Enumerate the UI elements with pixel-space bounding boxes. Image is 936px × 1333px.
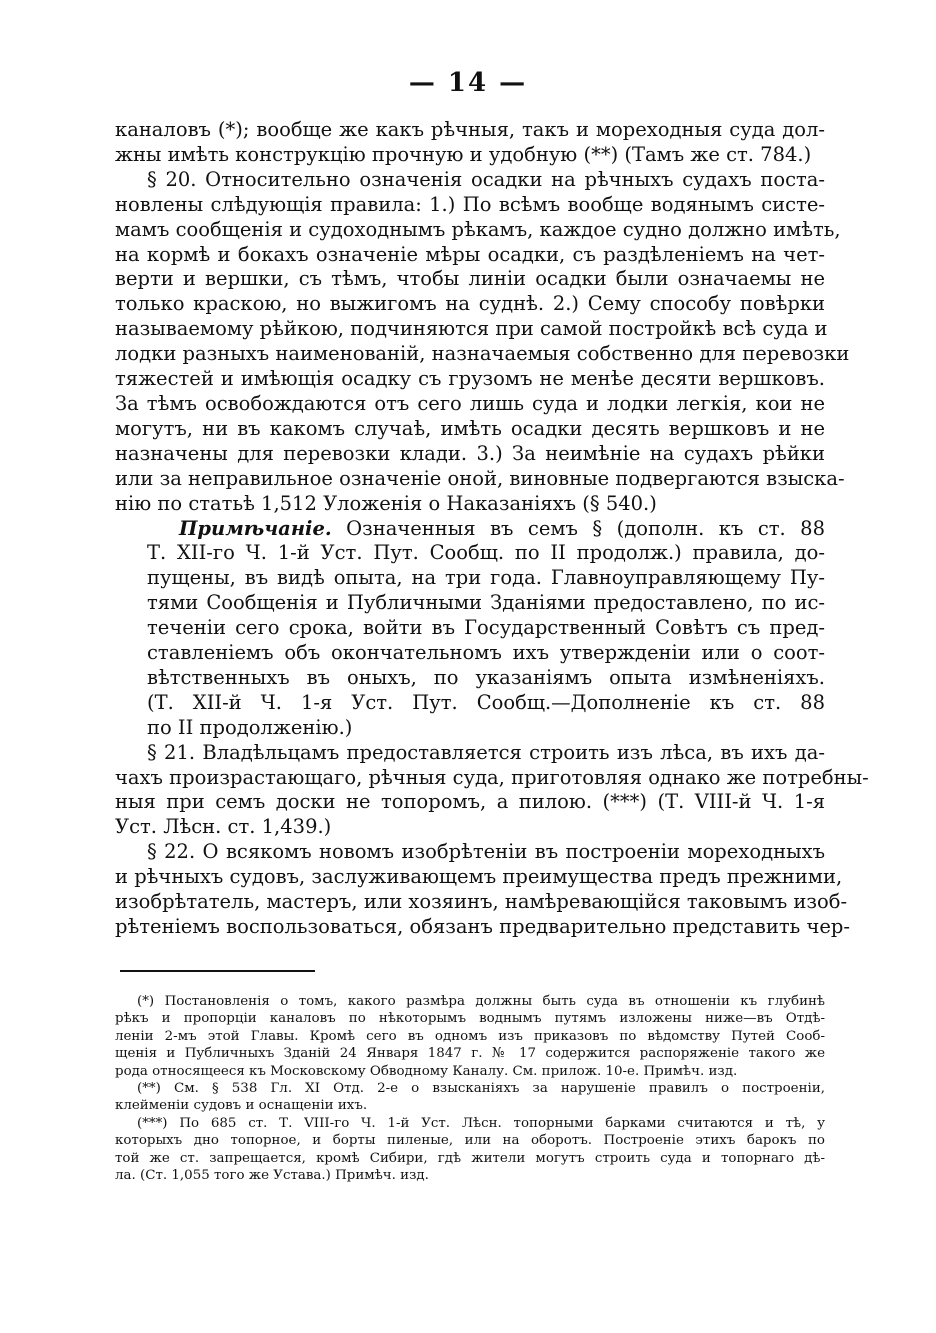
- text-line: каналовъ (*); вообще же какъ рѣчныя, такъ и мореходныя суда дол-: [115, 118, 825, 141]
- footnote-line: рода относящееся къ Московскому Обводному Каналу. См. прилож. 10-е. Примѣч. изд.: [115, 1063, 738, 1079]
- text-line: § 21. Владѣльцамъ предоставляется строить изъ лѣса, въ ихъ да-: [147, 740, 825, 764]
- text-line: ныя при семъ доски не топоромъ, а пилою. (***) (Т. VIII-й Ч. 1-я: [115, 790, 825, 814]
- note-first-line: Означенныя въ семъ § (дополн. къ ст. 88: [346, 516, 825, 540]
- text-line: новлены слѣдующія правила: 1.) По всѣмъ вообще водянымъ систе-: [115, 192, 825, 216]
- text-line: (Т. XII-й Ч. 1-я Уст. Пут. Сообщ.—Дополненіе къ ст. 88: [147, 690, 825, 714]
- footnote-separator: [120, 970, 315, 972]
- main-text: [115, 118, 869, 940]
- footnote-line: ла. (Ст. 1,055 того же Устава.) Примѣч. изд.: [115, 1168, 429, 1184]
- paragraph-continuation: [115, 118, 825, 168]
- note-block: [115, 517, 825, 741]
- footnote-line: щенія и Публичныхъ Зданій 24 Января 1847 г. № 17 содержится распоряженіе такого же: [115, 1046, 825, 1062]
- text-line: нію по статьѣ 1,512 Уложенія о Наказаніяхъ (§ 540.): [115, 491, 657, 515]
- text-line: тями Сообщенія и Публичными Зданіями предоставлено, по ис-: [147, 591, 825, 615]
- text-line: § 20. Относительно означенія осадки на рѣчныхъ судахъ поста-: [147, 167, 825, 191]
- text-line: изобрѣтатель, мастеръ, или хозяинъ, намѣревающійся таковымъ изоб-: [115, 890, 848, 914]
- text-line: на кормѣ и бокахъ означеніе мѣры осадки, съ раздѣленіемъ на чет-: [115, 242, 825, 266]
- text-line: Уст. Лѣсн. ст. 1,439.): [115, 815, 332, 839]
- footnote-2: [115, 1080, 825, 1115]
- text-line: пущены, въ видѣ опыта, на три года. Главноуправляющему Пу-: [147, 566, 825, 590]
- text-line: жны имѣть конструкцію прочную и удобную (**) (Тамъ же ст. 784.): [115, 142, 812, 166]
- footnote-line: рѣкъ и пропорціи каналовъ по нѣкоторымъ воднымъ путямъ изложены ниже—въ Отдѣ-: [115, 1011, 825, 1027]
- footnote-line: клейменіи судовъ и оснащеніи ихъ.: [115, 1098, 368, 1114]
- footnote-line: той же ст. запрещается, кромѣ Сибири, гдѣ жители могутъ строить суда и топорнаго дѣ-: [115, 1150, 825, 1166]
- footnote-line: которыхъ дно топорное, и борты пиленые, или на оборотъ. Построеніе этихъ барокъ по: [115, 1133, 825, 1149]
- text-line: лодки разныхъ наименованій, назначаемыя собственно для перевозки: [115, 342, 850, 366]
- footnote-line: (**) См. § 538 Гл. XI Отд. 2-е о взысканіяхъ за нарушеніе правилъ о построеніи,: [137, 1081, 825, 1097]
- paragraph-21: [115, 740, 869, 841]
- text-line: верти и вершки, съ тѣмъ, чтобы линіи осадки были означаемы не: [115, 267, 825, 291]
- paragraph-20: [115, 167, 850, 517]
- text-line: тяжестей и имѣющія осадку съ грузомъ не менѣе десяти вершковъ.: [115, 367, 825, 391]
- text-line: вѣтственныхъ въ оныхъ, по указаніямъ опыта измѣненіяхъ.: [147, 665, 825, 689]
- footnote-line: (*) Постановленія о томъ, какого размѣра должны быть суда въ отношеніи къ глубинѣ: [137, 994, 825, 1009]
- text-line: мамъ сообщенія и судоходнымъ рѣкамъ, каждое судно должно имѣть,: [115, 217, 841, 241]
- text-line: называемому рѣйкою, подчиняются при самой постройкѣ всѣ суда и: [115, 317, 828, 341]
- footnote-line: (***) По 685 ст. Т. VIII-го Ч. 1-й Уст. Лѣсн. топорными барками считаются и тѣ, у: [137, 1115, 825, 1131]
- page-number: — 14 —: [408, 68, 528, 98]
- text-line: теченіи сего срока, войти въ Государственный Совѣтъ съ пред-: [147, 616, 825, 640]
- text-line: ставленіемъ объ окончательномъ ихъ утвержденіи или о соот-: [147, 641, 825, 665]
- text-line: чахъ произрастающаго, рѣчныя суда, приготовляя однако же потребны-: [115, 765, 869, 789]
- text-line: назначены для перевозки клади. 3.) За неимѣніе на судахъ рѣйки: [115, 441, 825, 465]
- text-line: по II продолженію.): [147, 715, 353, 739]
- text-line: или за неправильное означеніе оной, виновные подвергаются взыска-: [115, 466, 845, 490]
- footnotes: [115, 993, 825, 1184]
- note-heading: Примѣчаніе.: [179, 516, 332, 540]
- footnote-3: [115, 1115, 825, 1185]
- text-line: могутъ, ни въ какомъ случаѣ, имѣть осадки десять вершковъ и не: [115, 416, 825, 440]
- text-line: Т. XII-го Ч. 1-й Уст. Пут. Сообщ. по II продолж.) правила, до-: [147, 541, 825, 565]
- text-line: и рѣчныхъ судовъ, заслуживающемъ преимущества предъ прежними,: [115, 865, 843, 889]
- text-line: [147, 517, 825, 542]
- text-line: только краскою, но выжигомъ на суднѣ. 2.) Сему способу повѣрки: [115, 292, 825, 316]
- paragraph-22: [115, 840, 850, 940]
- footnote-line: леніи 2-мъ этой Главы. Кромѣ сего въ одномъ изъ приказовъ по вѣдомству Путей Сооб-: [115, 1028, 825, 1044]
- footnote-1: [115, 993, 825, 1080]
- text-line: рѣтеніемъ воспользоваться, обязанъ предварительно представить чер-: [115, 915, 850, 938]
- text-line: За тѣмъ освобождаются отъ сего лишь суда и лодки легкія, кои не: [115, 391, 825, 415]
- text-line: § 22. О всякомъ новомъ изобрѣтеніи въ построеніи мореходныхъ: [147, 840, 825, 864]
